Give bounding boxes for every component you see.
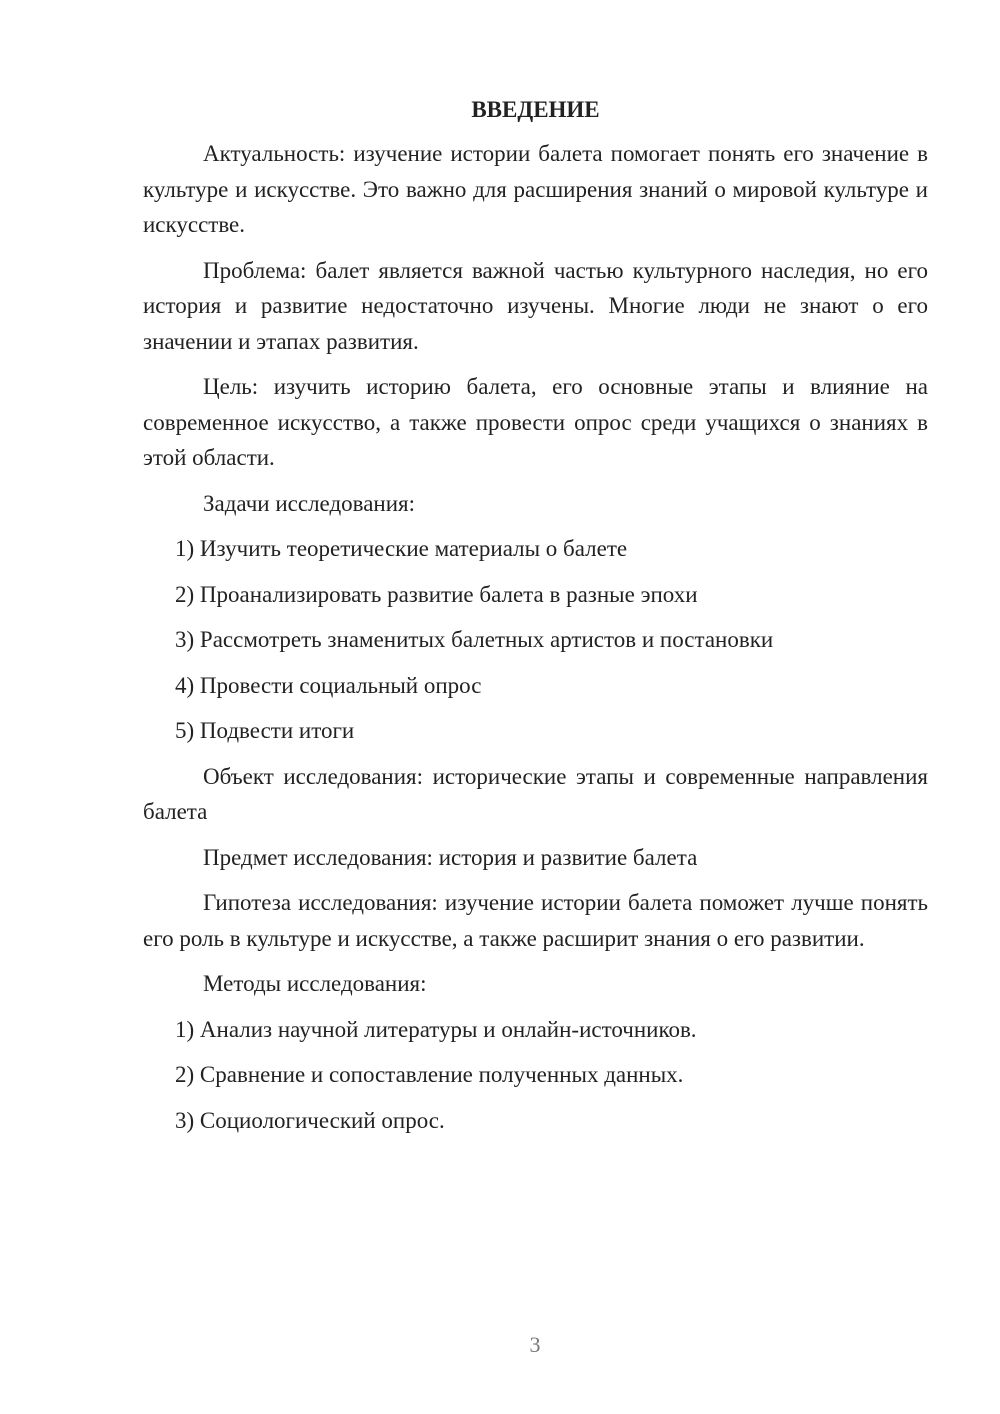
method-item: 1) Анализ научной литературы и онлайн-источников. [175, 1016, 697, 1042]
task-item: 3) Рассмотреть знаменитых балетных артистов и постановки [175, 627, 774, 652]
relevance-paragraph: Актуальность: изучение истории балета помогает понять его значение в культуре и искусстве. Это важно для расширения знаний о мировой культуре и искусстве. [143, 141, 928, 237]
methods-heading: Методы исследования: [203, 971, 427, 996]
task-item: 4) Провести социальный опрос [175, 672, 482, 698]
task-item: 2) Проанализировать развитие балета в разные эпохи [175, 581, 698, 607]
object-paragraph: Объект исследования: исторические этапы и современные направления балета [143, 763, 928, 824]
hypothesis-paragraph: Гипотеза исследования: изучение истории балета поможет лучше понять его роль в культуре и искусстве, а также расширит знания о его развитии. [143, 890, 928, 951]
page-title: ВВЕДЕНИЕ [471, 97, 600, 122]
problem-paragraph: Проблема: балет является важной частью культурного наследия, но его история и развитие недостаточно изучены. Многие люди не знают о его значении и этапах развития. [143, 257, 928, 354]
page-number: 3 [529, 1332, 541, 1357]
subject-paragraph: Предмет исследования: история и развитие балета [203, 844, 698, 870]
page-content [143, 94, 928, 1148]
task-item: 1) Изучить теоретические материалы о балете [175, 536, 628, 561]
tasks-heading: Задачи исследования: [203, 490, 416, 516]
method-item: 2) Сравнение и сопоставление полученных данных. [175, 1062, 684, 1087]
goal-paragraph: Цель: изучить историю балета, его основные этапы и влияние на современное искусство, а также провести опрос среди учащихся о знаниях в этой области. [143, 374, 928, 470]
method-item: 3) Социологический опрос. [175, 1107, 445, 1133]
task-item: 5) Подвести итоги [175, 718, 355, 743]
